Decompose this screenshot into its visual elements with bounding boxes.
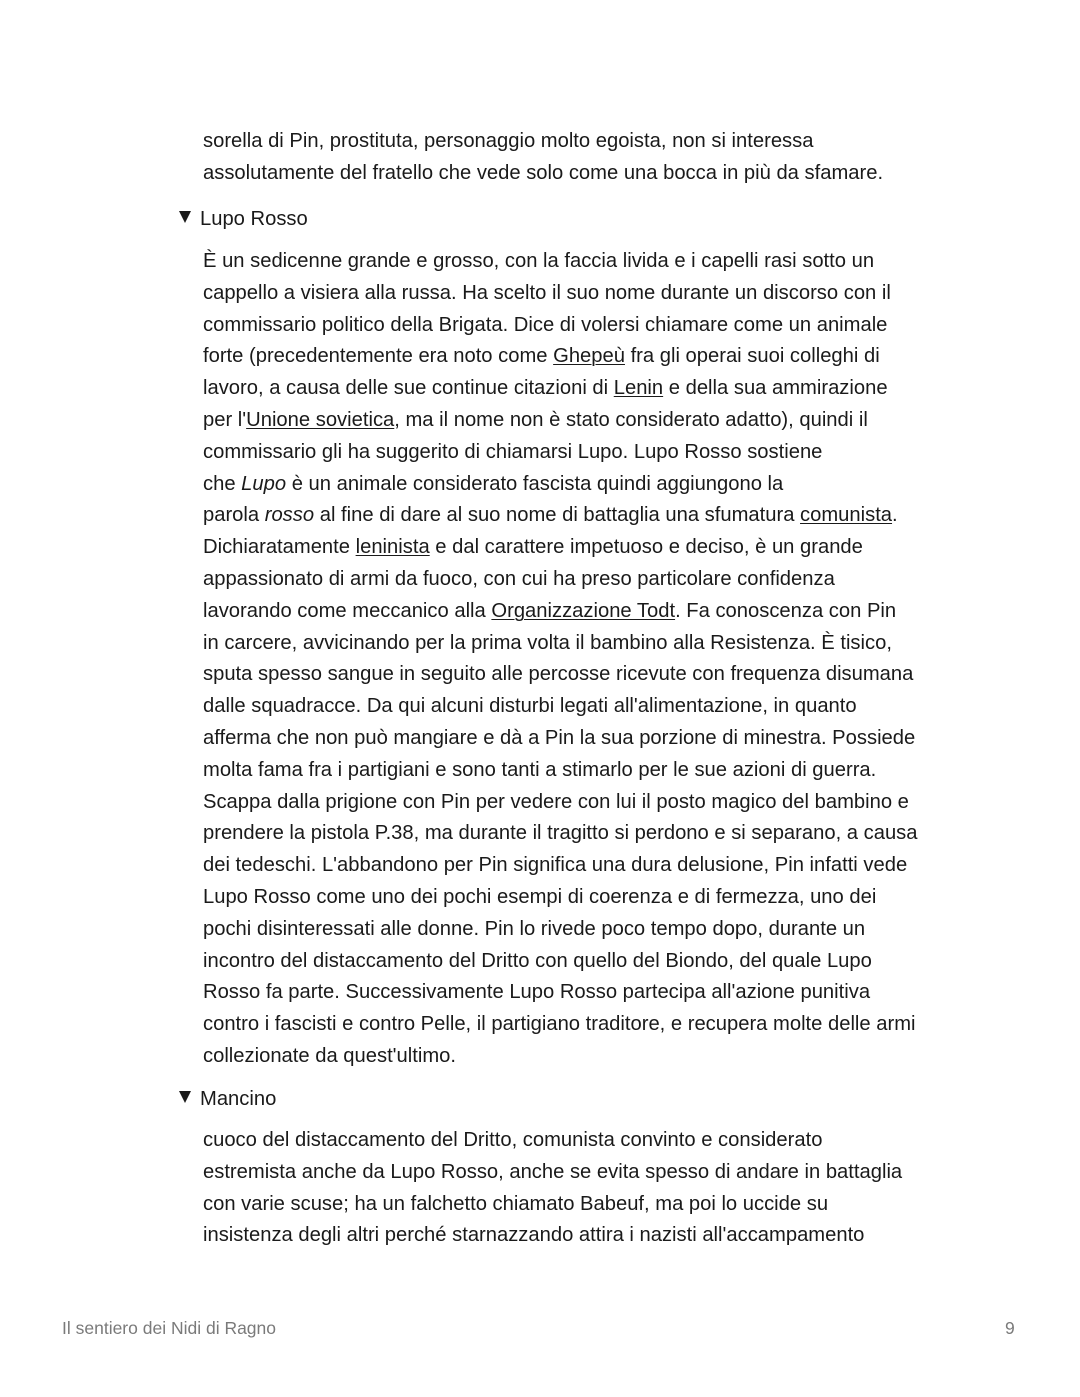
paragraph-line (203, 500, 963, 532)
text-run: È un sedicenne grande e grosso, con la faccia livida e i capelli rasi sotto un (203, 250, 875, 272)
triangle-down-icon (179, 1091, 191, 1103)
text-run: parola (203, 504, 265, 527)
paragraph-line: assolutamente del fratello che vede solo come una bocca in più da sfamare. (203, 161, 884, 184)
text-run: incontro del distaccamento del Dritto con quello del Biondo, del quale Lupo (203, 949, 872, 972)
text-run: Scappa dalla prigione con Pin per vedere con lui il posto magico del bambino e (203, 790, 909, 813)
paragraph-line (203, 691, 963, 723)
paragraph-line (203, 628, 963, 660)
text-run: insistenza degli altri perché starnazzando attira i nazisti all'accampamento (203, 1224, 865, 1247)
paragraph-line (203, 373, 963, 405)
text-run: afferma che non può mangiare e dà a Pin la sua porzione di minestra. Possiede (203, 726, 916, 749)
paragraph-line (203, 1157, 963, 1189)
text-run: collezionate da quest'ultimo. (203, 1044, 456, 1067)
text-run: e della sua ammirazione (663, 377, 888, 400)
text-run: commissario politico della Brigata. Dice di volersi chiamare come un animale (203, 313, 888, 336)
wiki-link-unione-sovietica[interactable]: Unione sovietica (246, 408, 395, 431)
text-run: dalle squadracce. Da qui alcuni disturbi legati all'alimentazione, in quanto (203, 695, 857, 718)
text-run: e dal carattere impetuoso e deciso, è un grande (429, 536, 863, 559)
paragraph-line (203, 278, 963, 310)
text-run: , ma il nome non è stato considerato adatto), quindi il (394, 408, 868, 431)
paragraph-line (203, 596, 963, 628)
text-run: con varie scuse; ha un falchetto chiamato Babeuf, ma poi lo uccide su (203, 1192, 829, 1215)
paragraph-line (203, 659, 963, 691)
text-run: Rosso fa parte. Successivamente Lupo Rosso partecipa all'azione punitiva (203, 981, 871, 1004)
paragraph-line (203, 914, 963, 946)
text-run: al fine di dare al suo nome di battaglia una sfumatura (314, 504, 801, 527)
text-run: cuoco del distaccamento del Dritto, comunista convinto e considerato (203, 1129, 823, 1151)
paragraph-line (203, 310, 963, 342)
text-run: sputa spesso sangue in seguito alle percosse ricevute con frequenza disumana (203, 663, 914, 686)
section-body-mancino (203, 1125, 963, 1252)
wiki-link-organizzazione-todt[interactable]: Organizzazione Todt (491, 599, 676, 622)
text-run: Dichiaratamente (203, 536, 356, 559)
text-run: . Fa conoscenza con Pin (675, 599, 897, 622)
triangle-down-icon (179, 211, 191, 223)
paragraph-line (203, 437, 963, 469)
wiki-link-comunista[interactable]: comunista (800, 504, 893, 527)
text-run: estremista anche da Lupo Rosso, anche se evita spesso di andare in battaglia (203, 1160, 903, 1183)
text-run: lavorando come meccanico alla (203, 599, 492, 622)
text-run: pochi disinteressati alle donne. Pin lo rivede poco tempo dopo, durante un (203, 917, 866, 940)
section-toggle-mancino[interactable] (179, 1085, 276, 1113)
paragraph-line (203, 564, 963, 596)
paragraph-line (203, 1009, 963, 1041)
text-run: fra gli operai suoi colleghi di (624, 345, 880, 368)
intro-paragraph (203, 126, 963, 190)
paragraph-line (203, 1189, 963, 1221)
paragraph-line (203, 532, 963, 564)
text-run: . (892, 504, 898, 527)
paragraph-line (203, 341, 963, 373)
paragraph-line (203, 723, 963, 755)
text-run: è un animale considerato fascista quindi aggiungono la (286, 472, 784, 495)
text-run: per l' (203, 408, 247, 431)
paragraph-line (203, 882, 963, 914)
section-title: Lupo Rosso (200, 208, 308, 230)
text-run: molta fama fra i partigiani e sono tanti a stimarlo per le sue azioni di guerra. (203, 758, 877, 781)
paragraph-line (203, 469, 963, 501)
text-run: in carcere, avvicinando per la prima volta il bambino alla Resistenza. È tisico, (203, 631, 892, 654)
paragraph-line (203, 977, 963, 1009)
paragraph-line (203, 1125, 963, 1157)
wiki-link-leninista[interactable]: leninista (355, 536, 430, 559)
text-run: appassionato di armi da fuoco, con cui ha preso particolare confidenza (203, 567, 835, 590)
paragraph-line (203, 246, 963, 278)
paragraph-line (203, 1041, 963, 1073)
paragraph-line (203, 850, 963, 882)
text-run: commissario gli ha suggerito di chiamarsi Lupo. Lupo Rosso sostiene (203, 440, 823, 463)
text-run: contro i fascisti e contro Pelle, il partigiano traditore, e recupera molte delle armi (203, 1013, 916, 1036)
text-run: lavoro, a causa delle sue continue citazioni di (203, 377, 614, 400)
text-run: prendere la pistola P.38, ma durante il tragitto si perdono e si separano, a causa (203, 822, 918, 845)
text-run: cappello a visiera alla russa. Ha scelto il suo nome durante un discorso con il (203, 281, 891, 304)
paragraph-line (203, 755, 963, 787)
text-run: forte (precedentemente era noto come (203, 345, 554, 368)
footer-page-number: 9 (1005, 1318, 1015, 1338)
italic-term: rosso (264, 504, 315, 527)
section-toggle-lupo-rosso[interactable] (179, 205, 308, 233)
paragraph-line (203, 1220, 963, 1252)
paragraph-line: sorella di Pin, prostituta, personaggio molto egoista, non si interessa (203, 130, 814, 152)
paragraph-line (203, 787, 963, 819)
section-body-lupo-rosso (203, 246, 963, 1073)
text-run: dei tedeschi. L'abbandono per Pin significa una dura delusione, Pin infatti vede (203, 854, 908, 877)
wiki-link-ghepe-[interactable]: Ghepeù (553, 345, 625, 368)
paragraph-line (203, 818, 963, 850)
section-title: Mancino (200, 1088, 277, 1110)
italic-term: Lupo (241, 472, 287, 495)
text-run: Lupo Rosso come uno dei pochi esempi di coerenza e di fermezza, uno dei (203, 885, 877, 908)
paragraph-line (203, 946, 963, 978)
footer-document-title: Il sentiero dei Nidi di Ragno (62, 1318, 277, 1338)
paragraph-line (203, 405, 963, 437)
text-run: che (203, 472, 242, 495)
wiki-link-lenin[interactable]: Lenin (613, 377, 664, 400)
